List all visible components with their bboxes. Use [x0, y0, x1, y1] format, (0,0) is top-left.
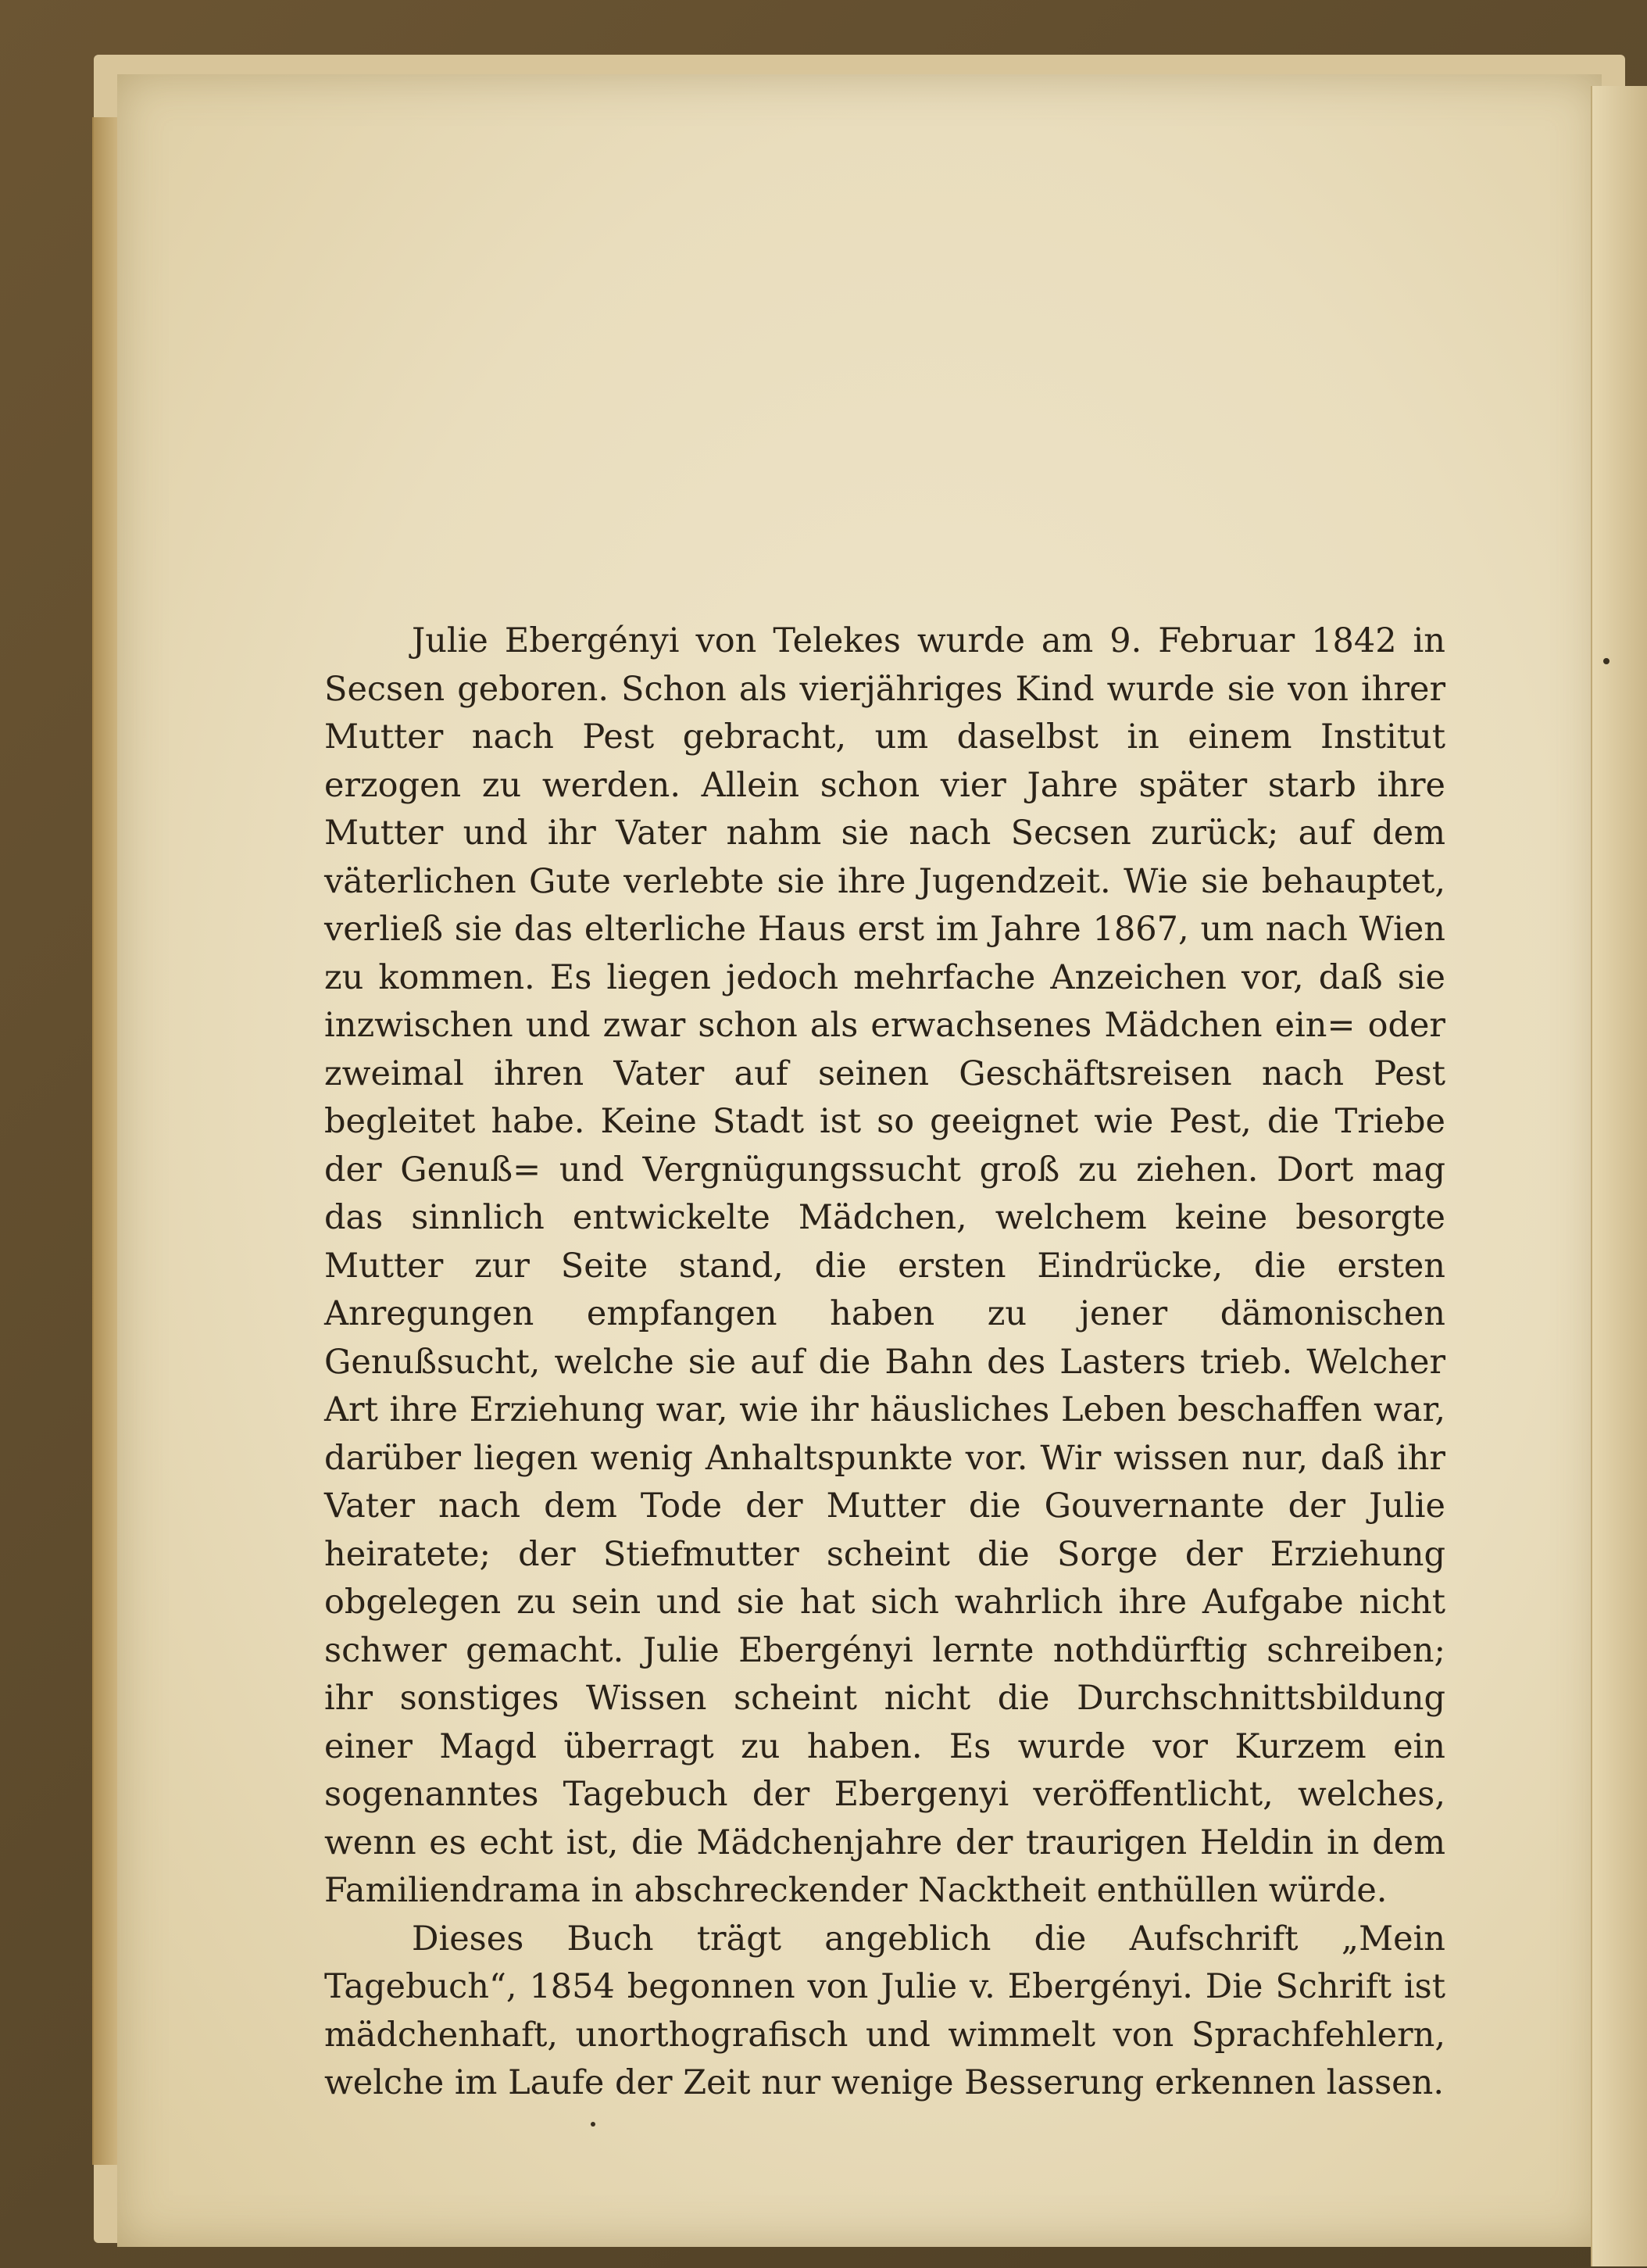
margin-speck: [591, 2122, 595, 2127]
next-page-edge: [1591, 86, 1647, 2266]
paragraph-1: Julie Ebergényi von Telekes wurde am 9. Februar 1842 in Secsen geboren. Schon als vierjähriges Kind wurde sie von ihrer Mutter nach Pest gebracht, um daselbst in einem Institut erzogen zu werden. Allein schon vier Jahre später starb ihre Mutter und ihr Vater nahm sie nach Secsen zurück; auf dem väterlichen Gute verlebte sie ihre Jugendzeit. Wie sie behauptet, verließ sie das elterliche Haus erst im Jahre 1867, um nach Wien zu kommen. Es liegen jedoch mehrfache Anzeichen vor, daß sie inzwischen und zwar schon als erwachsenes Mädchen ein= oder zweimal ihren Vater auf seinen Geschäftsreisen nach Pest begleitet habe. Keine Stadt ist so geeignet wie Pest, die Triebe der Genuß= und Vergnügungssucht groß zu ziehen. Dort mag das sinnlich entwickelte Mädchen, welchem keine besorgte Mutter zur Seite stand, die ersten Eindrücke, die ersten Anregungen empfangen haben zu jener dämonischen Genußsucht, welche sie auf die Bahn des Lasters trieb. Welcher Art ihre Erziehung war, wie ihr häusliches Leben beschaffen war, darüber liegen wenig Anhaltspunkte vor. Wir wissen nur, daß ihr Vater nach dem Tode der Mutter die Gouvernante der Julie heiratete; der Stiefmutter scheint die Sorge der Erziehung obgelegen zu sein und sie hat sich wahrlich ihre Aufgabe nicht schwer gemacht. Julie Ebergényi lernte nothdürftig schreiben; ihr sonstiges Wissen scheint nicht die Durchschnittsbildung einer Magd überragt zu haben. Es wurde vor Kurzem ein sogenanntes Tagebuch der Ebergenyi veröffentlicht, welches, wenn es echt ist, die Mädchenjahre der traurigen Heldin in dem Familiendrama in abschreckender Nacktheit enthüllen würde.: [324, 621, 1445, 1910]
show-through-text: [281, 344, 1469, 610]
body-text: [324, 617, 1445, 2108]
margin-speck: [1603, 658, 1609, 664]
paragraph-2: Dieses Buch trägt angeblich die Aufschrift „Mein Tagebuch“, 1854 begonnen von Julie v. Ebergényi. Die Schrift ist mädchenhaft, unorthografisch und wimmelt von Sprachfehlern, welche im Laufe der Zeit nur wenige Besserung erkennen lassen.: [324, 1919, 1445, 2102]
